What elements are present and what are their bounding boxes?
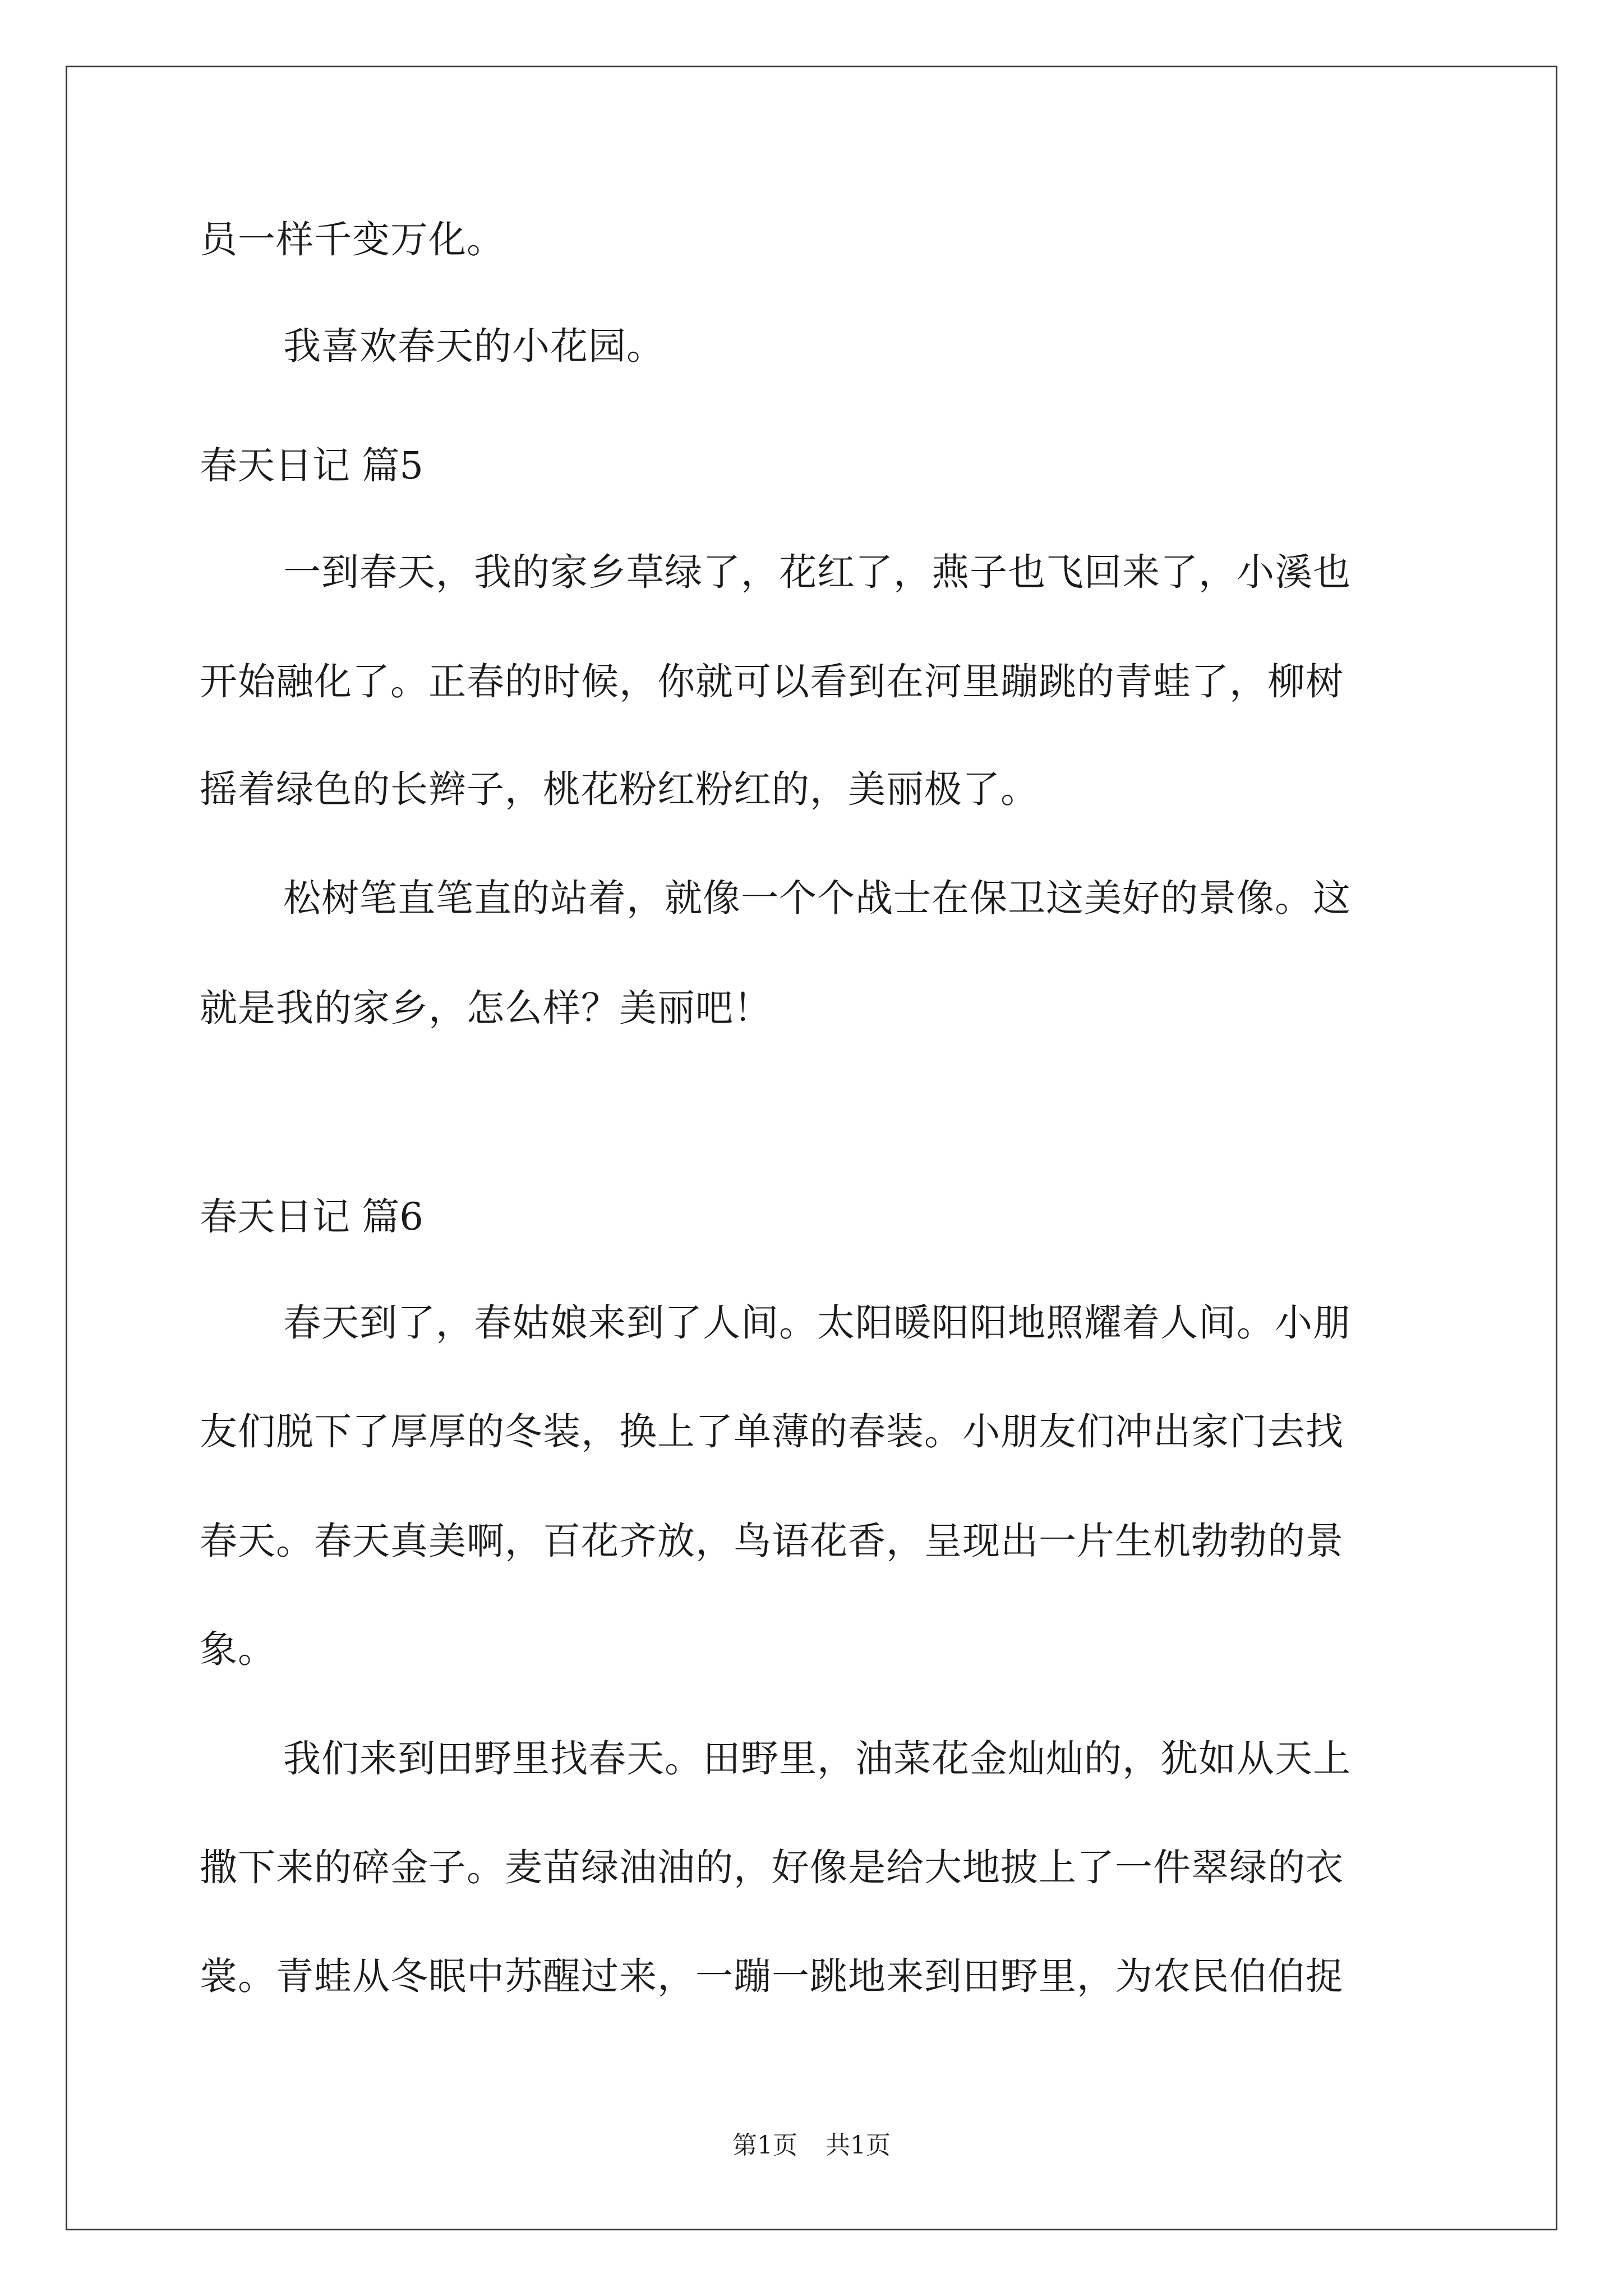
text-line: 象。 — [200, 1627, 276, 1671]
text-line: 撒下来的碎金子。麦苗绿油油的，好像是给大地披上了一件翠绿的衣 — [200, 1846, 1344, 1889]
text-line: 一到春天，我的家乡草绿了，花红了，燕子也飞回来了，小溪也 — [283, 550, 1351, 594]
text-line: 摇着绿色的长辫子，桃花粉红粉红的，美丽极了。 — [200, 767, 1039, 811]
text-line: 松树笔直笔直的站着，就像一个个战士在保卫这美好的景像。这 — [283, 876, 1351, 920]
text-line: 友们脱下了厚厚的冬装，换上了单薄的春装。小朋友们冲出家门去找 — [200, 1410, 1344, 1453]
text-line: 春天到了，春姑娘来到了人间。太阳暖阳阳地照耀着人间。小朋 — [283, 1301, 1351, 1345]
section-heading: 春天日记 篇5 — [200, 444, 423, 487]
text-line: 春天。春天真美啊，百花齐放，鸟语花香，呈现出一片生机勃勃的景 — [200, 1519, 1344, 1563]
text-line: 就是我的家乡，怎么样？美丽吧！ — [200, 986, 772, 1030]
text-line: 我们来到田野里找春天。田野里，油菜花金灿灿的，犹如从天上 — [283, 1737, 1351, 1780]
page-total: 共1页 — [826, 2131, 891, 2160]
section-heading: 春天日记 篇6 — [200, 1195, 423, 1239]
text-line: 员一样千变万化。 — [200, 218, 505, 261]
text-line: 开始融化了。正春的时候，你就可以看到在河里蹦跳的青蛙了，柳树 — [200, 660, 1344, 703]
page-footer — [0, 2129, 1623, 2162]
page-frame — [66, 66, 1557, 2230]
text-line: 我喜欢春天的小花园。 — [283, 324, 665, 368]
text-line: 裳。青蛙从冬眠中苏醒过来，一蹦一跳地来到田野里，为农民伯伯捉 — [200, 1954, 1344, 1998]
page-number: 第1页 — [732, 2131, 797, 2160]
